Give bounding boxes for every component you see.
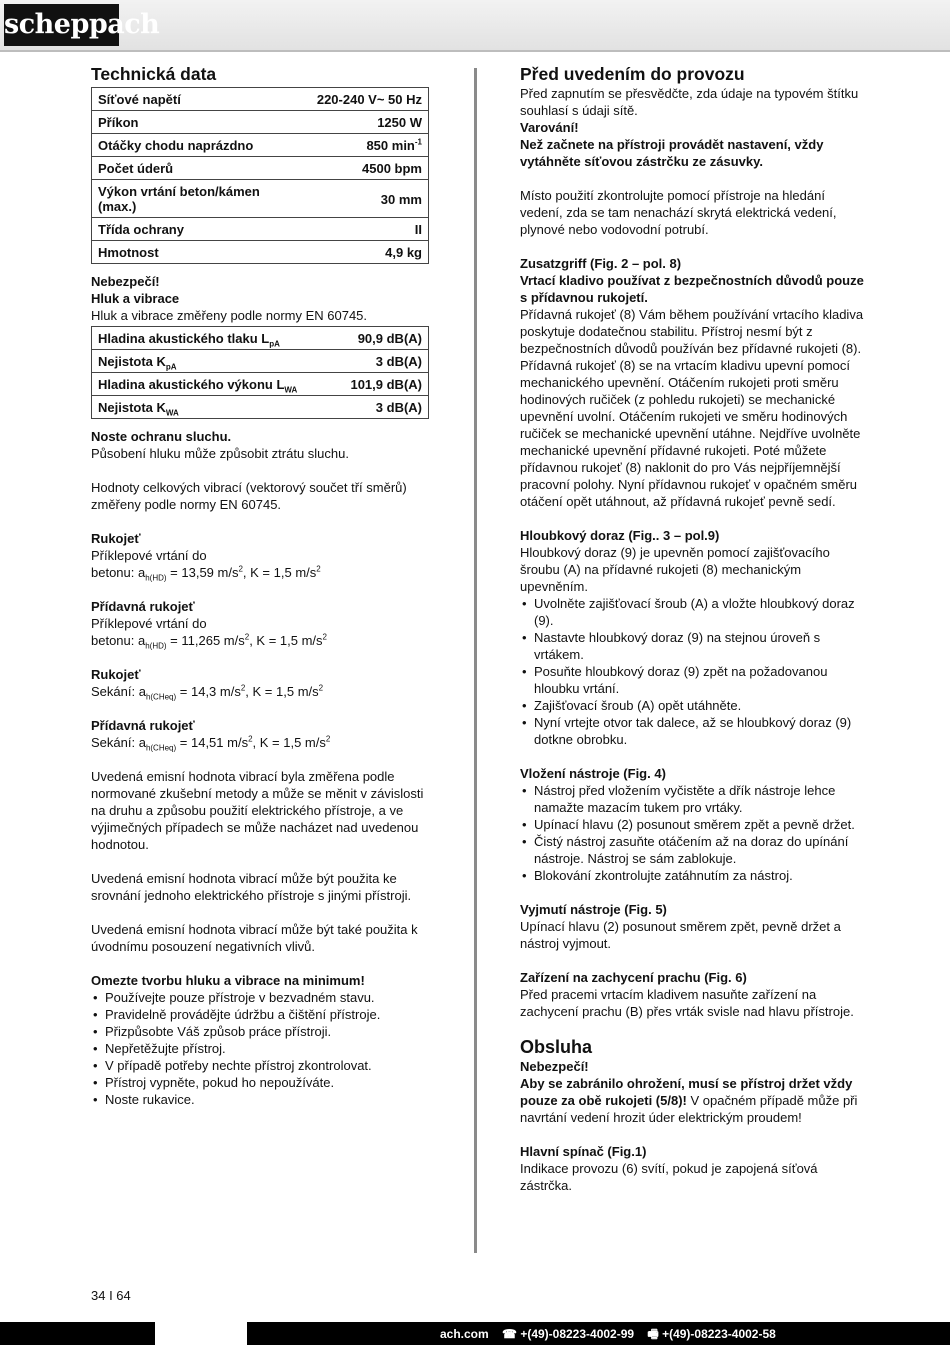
noise-value: 101,9 dB(A) [333,373,429,396]
warning-text: Než začnete na přístroji provádět nastavení, vždy vytáhněte síťovou zástrčku ze zásuvky. [520,137,824,169]
vibration-value: Sekání: $a_{h(CHeq)} = 14,51$ $m/s^2$, K = 1,5 $m/s^2$ [91,734,331,753]
footer-gap [155,1322,247,1345]
spec-label: Otáčky chodu naprázdno [92,134,295,157]
spec-value: 1250 W [294,111,429,134]
left-column [91,64,431,1108]
depth-stop-heading: Hloubkový doraz (Fig.. 3 – pol.9) [520,528,720,543]
noise-value: 3 dB(A) [333,350,429,373]
column-divider [474,68,477,1253]
list-item: • Zajišťovací šroub (A) opět utáhněte. [520,697,865,714]
vibration-total-text: Hodnoty celkových vibrací (vektorový součet tří směrů) změřeny podle normy EN 60745. [91,480,407,512]
spec-value: 220-240 V~ 50 Hz [294,88,429,111]
vibration-heading: Rukojeť [91,531,141,546]
insert-tool-heading: Vložení nástroje (Fig. 4) [520,766,666,781]
main-switch-text: Indikace provozu (6) svítí, pokud je zapojená síťová zástrčka. [520,1161,818,1193]
table-row [92,350,429,373]
noise-label: Nejistota $K_{WA}$ [92,396,333,419]
spec-label: Hmotnost [92,241,295,264]
list-item: • Používejte pouze přístroje v bezvadném stavu. [91,989,431,1006]
aux-handle-warning: Vrtací kladivo používat z bezpečnostních důvodů pouze s přídavnou rukojetí. [520,273,864,305]
list-item: • Noste rukavice. [91,1091,431,1108]
table-row [92,111,429,134]
table-row [92,241,429,264]
list-item: • Posuňte hloubkový doraz (9) zpět na požadovanou hloubku vrtání. [520,663,865,697]
vibration-heading: Rukojeť [91,667,141,682]
list-item: • Uvolněte zajišťovací šroub (A) a vložte hloubkový doraz (9). [520,595,865,629]
list-item: • Nástroj před vložením vyčistěte a dřík nástroje lehce namažte mazacím tukem pro vrtáky. [520,782,865,816]
insert-tool-list [520,782,865,884]
spec-label: Příkon [92,111,295,134]
aux-handle-text: Přídavná rukojeť (8) Vám během používání vrtacího kladiva poskytuje dodatečnou stabilitu. Přístroj nesmí být z bezpečnostních důvodů používán bez přídavné rukojeti (8). Přídavná rukojeť (8) se na vrtacím kladivu upevní pomocí mechanického upevnění. Otáčením rukojeti proti směru hodinových ručiček (z pohledu rukojeti) se mechanické upevnění uvolní. Otáčením rukojeti ve směru hodinových ručiček se mechanické upevnění utáhne. Nejdříve uvolněte mechanické upevnění přídavné rukojeti. Poté můžete přídavnou rukojeť (8) naklonit do pro Vás nejpříjemnější pracovní polohy. Nyní přídavnou rukojeť v opačném směru otáčení opět utáhnout, až přídavná rukojeť pevně sedí. [520,307,864,509]
list-item: • Přístroj vypněte, pokud ho nepoužíváte. [91,1074,431,1091]
hearing-heading: Noste ochranu sluchu. [91,429,232,444]
list-item: • Nepřetěžujte přístroj. [91,1040,431,1057]
main-switch-heading: Hlavní spínač (Fig.1) [520,1144,647,1159]
remove-tool-heading: Vyjmutí nástroje (Fig. 5) [520,902,667,917]
operation-text: Aby se zabránilo ohrožení, musí se přístroj držet vždy pouze za obě rukojeti (5/8)! V opačném případě může při navrtání vedení hrozit úder elektrickým proudem! [520,1076,858,1125]
spec-label: Výkon vrtání beton/kámen (max.) [92,180,295,218]
intro-text: Před zapnutím se přesvědčte, zda údaje na typovém štítku souhlasí s údaji sítě. [520,86,859,118]
footer-web: ach.com [440,1327,489,1341]
vibration-heading: Přídavná rukojeť [91,599,195,614]
footer-phone: ☎ +(49)-08223-4002-99 [502,1327,635,1341]
paragraph: Uvedená emisní hodnota vibrací byla změřena podle normované zkušební metody a může se měnit v závislosti na druhu a způsobu použití elektrického přístroje, a ve výjimečných případech se může nacházet nad uvedenou hodnotou. [91,769,424,852]
commissioning-title: Před uvedením do provozu [520,64,745,84]
footer-fax: 🖷 +(49)-08223-4002-58 [647,1327,776,1341]
paragraph: Uvedená emisní hodnota vibrací může být použita ke srovnání jednoho elektrického přístroje s jinými přístroji. [91,871,412,903]
danger-label: Nebezpečí! [91,274,160,289]
table-row [92,134,429,157]
spec-value: 30 mm [294,180,429,218]
table-row [92,373,429,396]
noise-value: 3 dB(A) [333,396,429,419]
list-item: • Pravidelně provádějte údržbu a čištění přístroje. [91,1006,431,1023]
spec-value: 4500 bpm [294,157,429,180]
page-number: 34 I 64 [91,1288,131,1303]
tech-data-title: Technická data [91,64,217,84]
table-row [92,396,429,419]
dust-text: Před pracemi vrtacím kladivem nasuňte zařízení na zachycení prachu (B) přes vrták svisle nad hlavu přístroje. [520,987,854,1019]
spec-label: Síťové napětí [92,88,295,111]
spec-label: Počet úderů [92,157,295,180]
noise-text: Hluk a vibrace změřeny podle normy EN 60745. [91,308,368,323]
spec-label: Třída ochrany [92,218,295,241]
operation-title: Obsluha [520,1037,593,1057]
spec-table [91,87,429,264]
table-row [92,157,429,180]
scheppach-logo: scheppach [4,4,119,46]
noise-table [91,326,429,419]
footer-contact [440,1325,776,1346]
aux-handle-heading: Zusatzgriff (Fig. 2 – pol. 8) [520,256,682,271]
depth-stop-list [520,595,865,748]
vibration-line: Příklepové vrtání do [91,548,207,563]
list-item: • Upínací hlavu (2) posunout směrem zpět a pevně držet. [520,816,865,833]
right-column [520,64,865,1194]
noise-label: Hladina akustického výkonu $L_{WA}$ [92,373,333,396]
spec-value: 4,9 kg [294,241,429,264]
vibration-heading: Přídavná rukojeť [91,718,195,733]
remove-tool-text: Upínací hlavu (2) posunout směrem zpět, pevně držet a nástroj vyjmout. [520,919,841,951]
hearing-text: Působení hluku může způsobit ztrátu sluchu. [91,446,349,461]
list-item: • Přizpůsobte Váš způsob práce přístroji. [91,1023,431,1040]
list-item: • V případě potřeby nechte přístroj zkontrolovat. [91,1057,431,1074]
depth-stop-text: Hloubkový doraz (9) je upevněn pomocí zajišťovacího šroubu (A) na přídavné rukojeti (8) mechanickým upevněním. [520,545,830,594]
location-check-text: Místo použití zkontrolujte pomocí přístroje na hledání vedení, zda se tam nenachází skrytá elektrická vedení, plynové nebo vodovodní potrubí. [520,188,837,237]
paragraph: Uvedená emisní hodnota vibrací může být také použita k úvodnímu posouzení negativních vlivů. [91,922,418,954]
list-item: • Nastavte hloubkový doraz (9) na stejnou úroveň s vrtákem. [520,629,865,663]
vibration-line: Příklepové vrtání do [91,616,207,631]
minimize-heading: Omezte tvorbu hluku a vibrace na minimum! [91,973,365,988]
noise-value: 90,9 dB(A) [333,327,429,350]
noise-label: Hladina akustického tlaku $L_{pA}$ [92,327,333,350]
spec-value: II [294,218,429,241]
vibration-value: betonu: $a_{h(HD)} = 11,265$ $m/s^2$, K = 1,5 $m/s^2$ [91,632,327,651]
table-row [92,88,429,111]
list-item: • Čistý nástroj zasuňte otáčením až na doraz do upínání nástroje. Nástroj se sám zablokuje. [520,833,865,867]
noise-label: Nejistota $K_{pA}$ [92,350,333,373]
header-bar [0,0,950,52]
spec-value: 850 $\min^{-1}$ [294,134,429,157]
table-row [92,218,429,241]
operation-danger: Nebezpečí! [520,1059,589,1074]
list-item: • Nyní vrtejte otvor tak dalece, až se hloubkový doraz (9) dotkne obrobku. [520,714,865,748]
vibration-value: betonu: $a_{h(HD)} = 13,59$ $m/s^2$, K = 1,5 $m/s^2$ [91,564,321,583]
vibration-value: Sekání: $a_{h(CHeq)} = 14,3$ $m/s^2$, K = 1,5 $m/s^2$ [91,683,324,702]
table-row [92,180,429,218]
table-row [92,327,429,350]
noise-heading: Hluk a vibrace [91,291,180,306]
dust-heading: Zařízení na zachycení prachu (Fig. 6) [520,970,747,985]
minimize-list [91,989,431,1108]
warning-label: Varování! [520,120,579,135]
list-item: • Blokování zkontrolujte zatáhnutím za nástroj. [520,867,865,884]
